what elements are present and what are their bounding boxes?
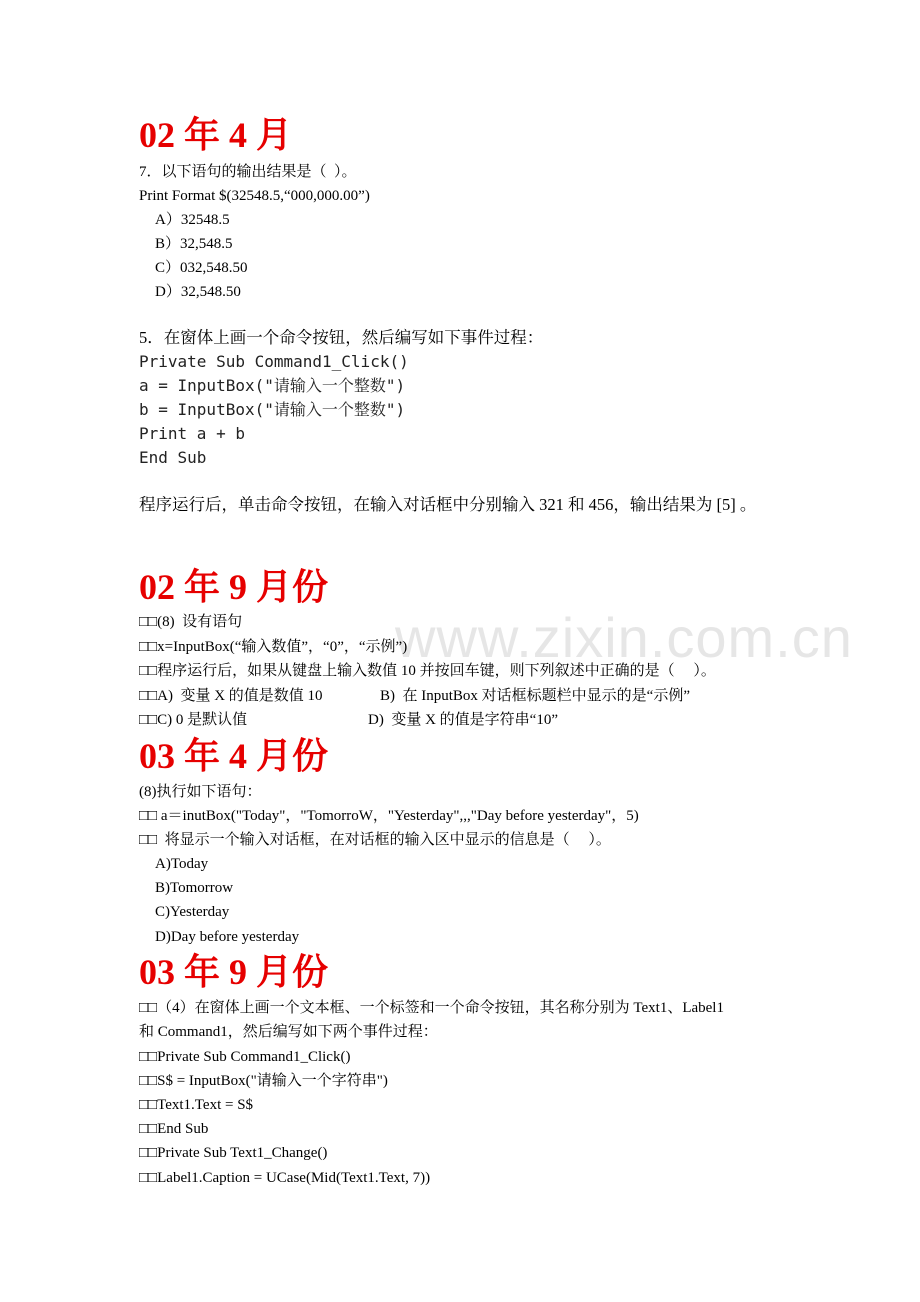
- option-b: B) 在 InputBox 对话框标题栏中显示的是“示例”: [380, 688, 690, 704]
- section-heading: 02 年 4 月: [139, 115, 293, 155]
- code-line: □□x=InputBox(“输入数值”，“0”，“示例”): [139, 639, 408, 655]
- section-heading: 02 年 9 月份: [139, 567, 329, 607]
- code-line: □□End Sub: [139, 1121, 209, 1137]
- result-text: 程序运行后，单击命令按钮，在输入对话框中分别输入 321 和 456，输出结果为 [5] 。: [139, 495, 757, 514]
- option-c: □□C) 0 是默认值: [139, 712, 248, 728]
- question-text: 和 Command1，然后编写如下两个事件过程：: [139, 1024, 438, 1040]
- option-b: B)Tomorrow: [155, 880, 234, 896]
- watermark: www.zixin.com.cn: [395, 606, 853, 669]
- section-heading: 03 年 4 月份: [139, 736, 329, 776]
- option-c: C）032,548.50: [155, 260, 248, 276]
- question-text: (8)执行如下语句：: [139, 784, 262, 800]
- code-line: Print Format $(32548.5,“000,000.00”): [139, 188, 370, 204]
- option-d: D)Day before yesterday: [155, 929, 300, 945]
- option-d: D) 变量 X 的值是字符串“10”: [368, 712, 558, 728]
- option-a: A）32548.5: [155, 212, 230, 228]
- option-c: C)Yesterday: [155, 904, 230, 920]
- option-b: B）32,548.5: [155, 236, 233, 252]
- code-line: a = InputBox("请输入一个整数"): [139, 376, 406, 395]
- question-text: □□ 将显示一个输入对话框，在对话框的输入区中显示的信息是（ ）。: [139, 832, 611, 848]
- option-a: □□A) 变量 X 的值是数值 10: [139, 688, 323, 704]
- code-line: □□Private Sub Command1_Click(): [139, 1049, 351, 1065]
- question-text: □□(8) 设有语句: [139, 614, 243, 630]
- code-line: b = InputBox("请输入一个整数"): [139, 400, 406, 419]
- code-line: □□Text1.Text = S$: [139, 1097, 254, 1113]
- option-a: A)Today: [155, 856, 209, 872]
- question-text: 7．以下语句的输出结果是（ ）。: [139, 164, 357, 180]
- code-line: □□ a＝inutBox("Today"，"TomorroW，"Yesterday",,,"Day before yesterday"，5): [139, 808, 639, 824]
- option-d: D）32,548.50: [155, 284, 241, 300]
- code-line: Print a + b: [139, 424, 245, 443]
- question-text: □□程序运行后，如果从键盘上输入数值 10 并按回车键，则下列叙述中正确的是（ ）。: [139, 663, 716, 679]
- code-line: □□S$ = InputBox("请输入一个字符串"): [139, 1073, 388, 1089]
- question-text: □□（4）在窗体上画一个文本框、一个标签和一个命令按钮，其名称分别为 Text1、Label1: [139, 1000, 724, 1016]
- code-line: End Sub: [139, 448, 207, 467]
- question-text: 5．在窗体上画一个命令按钮，然后编写如下事件过程：: [139, 328, 544, 347]
- code-line: □□Label1.Caption = UCase(Mid(Text1.Text, 7)): [139, 1170, 431, 1186]
- code-line: □□Private Sub Text1_Change(): [139, 1145, 328, 1161]
- section-heading: 03 年 9 月份: [139, 952, 329, 992]
- code-line: Private Sub Command1_Click(): [139, 352, 409, 371]
